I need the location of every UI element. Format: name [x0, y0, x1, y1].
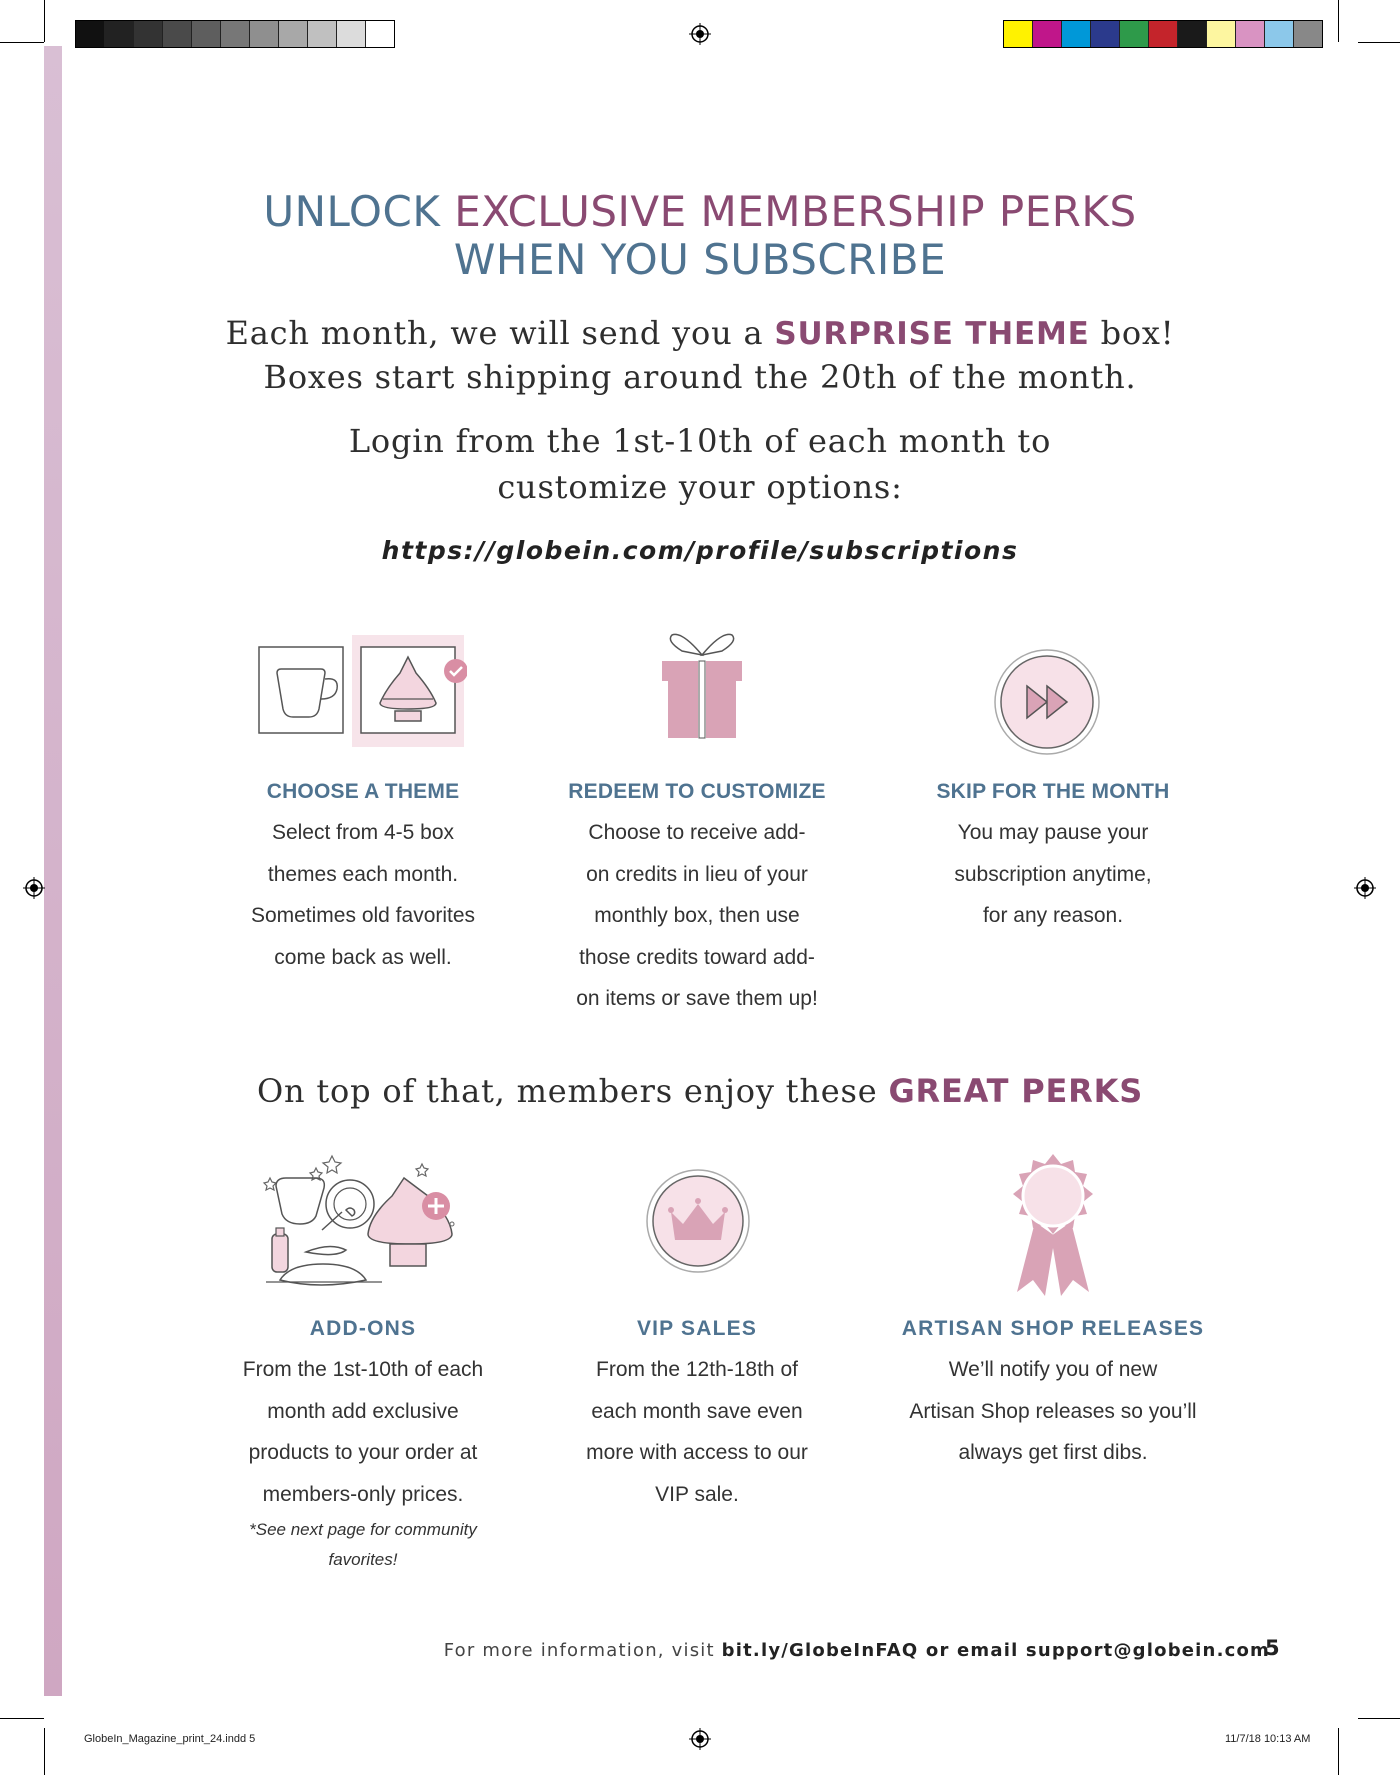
- crop-mark: [1338, 1728, 1339, 1775]
- footer-text: For more information, visit: [443, 1640, 722, 1661]
- description-line: From the 1st-10th of each: [242, 1358, 484, 1381]
- description-line: come back as well.: [274, 945, 452, 969]
- crop-mark: [1358, 1718, 1400, 1719]
- process-color-bar: [1003, 20, 1323, 48]
- page-title-line-2: WHEN YOU SUBSCRIBE: [453, 235, 947, 284]
- description-line: You may pause your: [957, 821, 1149, 844]
- description-line: products to your order at: [248, 1441, 478, 1464]
- community-favorites-note: *See next page for community favorites!: [249, 1520, 477, 1569]
- description-line: on credits in lieu of your: [586, 862, 808, 886]
- description-line: Artisan Shop releases so you’ll: [909, 1399, 1197, 1423]
- registration-mark-icon: [1354, 877, 1376, 899]
- title-part-1: UNLOCK: [263, 187, 455, 236]
- left-margin-bar: [44, 46, 62, 1696]
- perk-title: ARTISAN SHOP RELEASES: [901, 1317, 1205, 1340]
- perks-heading: [150, 1070, 1250, 1112]
- perk-description: [213, 1349, 513, 1515]
- description-line: each month save even: [591, 1399, 803, 1423]
- description-line: Sometimes old favorites: [250, 904, 476, 927]
- page-number: 5: [1265, 1636, 1280, 1660]
- crop-mark: [1358, 42, 1400, 43]
- perk-vip-sales: [547, 1309, 847, 1515]
- description-line: those credits toward add-: [579, 945, 815, 969]
- option-choose-theme: [213, 772, 513, 978]
- registration-mark-icon: [23, 877, 45, 899]
- crown-icon: [645, 1168, 751, 1274]
- perks-heading-text: On top of that, members enjoy these: [256, 1072, 889, 1110]
- description-line: Choose to receive add-: [588, 821, 806, 844]
- description-line: members-only prices.: [262, 1482, 464, 1506]
- subscriptions-link[interactable]: https://globein.com/profile/subscriptions: [381, 536, 1019, 565]
- crop-mark: [44, 0, 45, 42]
- crop-mark: [0, 42, 44, 43]
- registration-mark-icon: [689, 1728, 711, 1750]
- perk-title: ADD-ONS: [309, 1317, 417, 1340]
- slug-date: 11/7/18 10:13 AM: [1225, 1733, 1311, 1745]
- page-title: [150, 188, 1250, 236]
- option-description: [547, 812, 847, 1020]
- option-title: CHOOSE A THEME: [266, 780, 460, 803]
- description-line: more with access to our: [586, 1441, 808, 1464]
- option-description: [903, 812, 1203, 937]
- crop-mark: [0, 1718, 44, 1719]
- faq-link[interactable]: bit.ly/GlobeInFAQ: [721, 1640, 919, 1661]
- perk-title: VIP SALES: [636, 1317, 758, 1340]
- slug-filename: GlobeIn_Magazine_print_24.indd 5: [84, 1733, 256, 1745]
- footer-contact: [400, 1640, 1270, 1661]
- registration-mark-icon: [689, 23, 711, 45]
- teacup-and-vase-selection-icon: [255, 633, 467, 749]
- description-line: for any reason.: [982, 904, 1124, 927]
- homeware-collection-icon: [262, 1150, 470, 1290]
- intro-text: box!: [1089, 314, 1175, 352]
- description-line: monthly box, then use: [594, 904, 800, 927]
- description-line: VIP sale.: [655, 1482, 739, 1506]
- great-perks-emphasis: GREAT PERKS: [888, 1072, 1144, 1110]
- crop-mark: [1338, 0, 1339, 42]
- crop-mark: [44, 1728, 45, 1775]
- description-line: Select from 4-5 box: [271, 821, 455, 844]
- description-line: themes each month.: [267, 862, 459, 886]
- description-line: always get first dibs.: [958, 1441, 1148, 1464]
- grayscale-color-bar: [75, 20, 395, 48]
- intro-line-4: customize your options:: [497, 468, 903, 506]
- support-email-link[interactable]: support@globein.com: [1025, 1640, 1270, 1661]
- description-line: subscription anytime,: [954, 862, 1152, 886]
- intro-line-3: Login from the 1st-10th of each month to: [348, 422, 1052, 460]
- description-line: From the 12th-18th of: [596, 1358, 798, 1381]
- footer-text: or email: [918, 1640, 1026, 1661]
- perk-add-ons: [213, 1309, 513, 1575]
- description-line: on items or save them up!: [576, 987, 818, 1010]
- surprise-theme-emphasis: SURPRISE THEME: [774, 316, 1090, 352]
- option-title: REDEEM TO CUSTOMIZE: [568, 780, 826, 803]
- perk-artisan-shop-releases: [883, 1309, 1223, 1474]
- option-redeem-to-customize: [547, 772, 847, 1020]
- intro-line-2: Boxes start shipping around the 20th of the month.: [263, 358, 1137, 396]
- award-ribbon-icon: [1003, 1152, 1103, 1298]
- fast-forward-icon: [993, 648, 1101, 756]
- option-description: [213, 812, 513, 978]
- perk-description: [883, 1349, 1223, 1474]
- intro-text: Each month, we will send you a: [225, 314, 775, 352]
- perk-description: [547, 1349, 847, 1515]
- option-skip-for-the-month: [903, 772, 1203, 937]
- option-title: SKIP FOR THE MONTH: [936, 780, 1170, 803]
- description-line: month add exclusive: [267, 1399, 459, 1423]
- gift-box-icon: [660, 625, 744, 740]
- description-line: We’ll notify you of new: [948, 1358, 1158, 1381]
- intro-line-1: [150, 312, 1250, 355]
- title-part-2: EXCLUSIVE MEMBERSHIP PERKS: [454, 187, 1137, 236]
